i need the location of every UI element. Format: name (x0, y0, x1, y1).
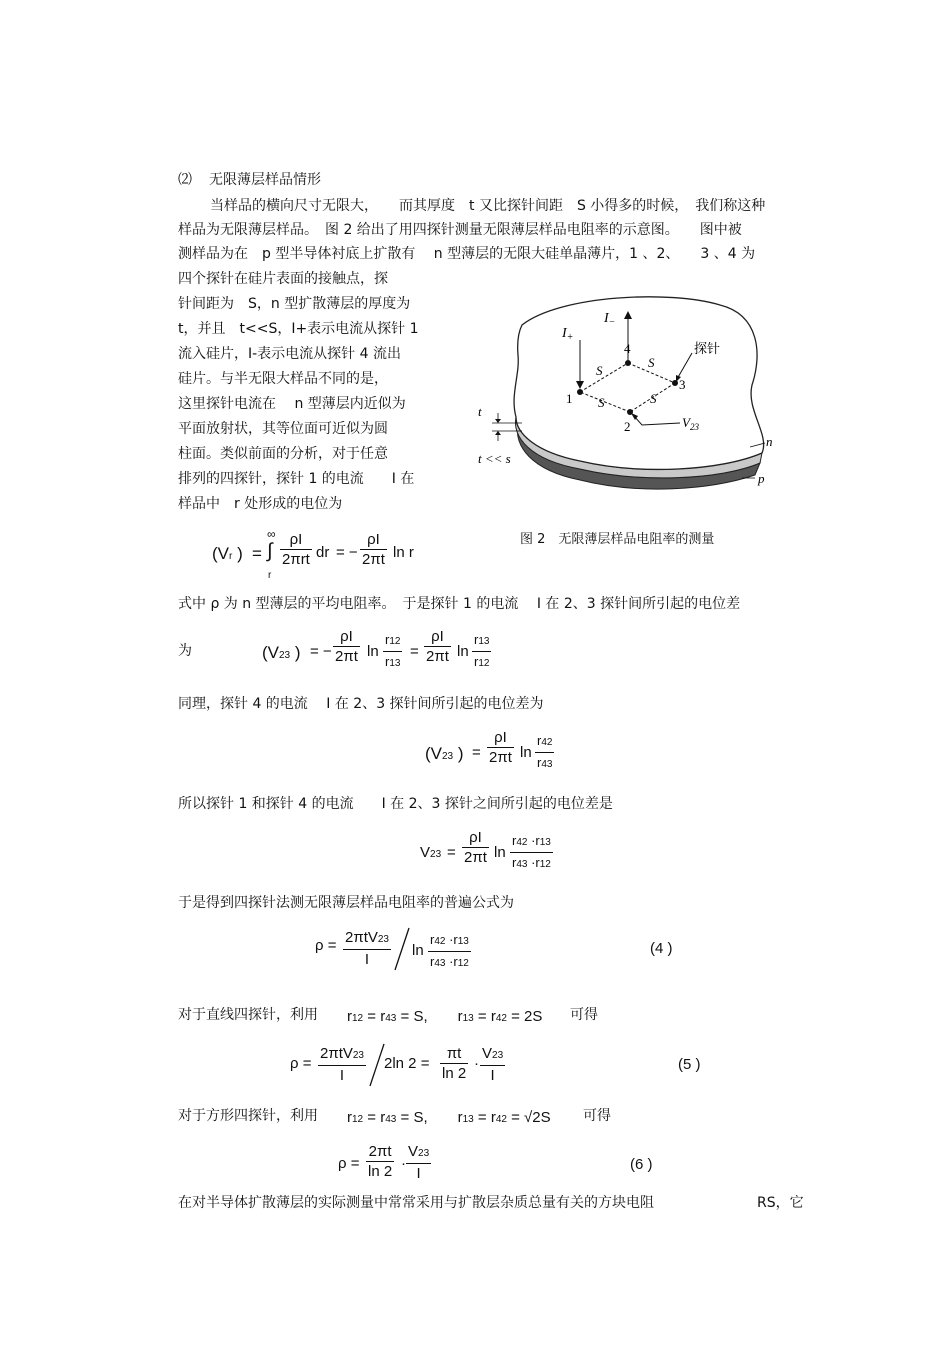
label-probe-4: 4 (624, 341, 631, 356)
paragraph-line: 针间距为 S，n 型扩散薄层的厚度为 (178, 296, 411, 312)
section-heading: 无限薄层样品情形 (209, 172, 321, 188)
paragraph-line: 在对半导体扩散薄层的实际测量中常常采用与扩散层杂质总量有关的方块电阻 (178, 1195, 654, 1211)
paragraph-line: 样品为无限薄层样品。 图 2 给出了用四探针测量无限薄层样品电阻率的示意图。 图中被 (178, 222, 742, 238)
figure-caption: 图 2 无限薄层样品电阻率的测量 (520, 532, 715, 547)
paragraph-line: t，并且 t<<S，I+表示电流从探针 1 (178, 321, 419, 337)
figure-2-diagram (470, 285, 790, 515)
paragraph-line: 排列的四探针，探针 1 的电流 I 在 (178, 471, 415, 487)
paragraph-line: 所以探针 1 和探针 4 的电流 I 在 2、3 探针之间所引起的电位差是 (178, 796, 613, 812)
condition-square: r12 = r43 = S, r13 = r42 = √2S (347, 1109, 551, 1126)
equation-number: (5 ) (678, 1056, 701, 1073)
paragraph-line: 可得 (583, 1108, 611, 1124)
paragraph-line: 于是得到四探针法测无限薄层样品电阻率的普遍公式为 (178, 895, 514, 911)
probe-point-1 (577, 389, 583, 395)
paragraph-line: 柱面。类似前面的分析，对于任意 (178, 446, 388, 462)
paragraph-line: 为 (178, 643, 192, 659)
paragraph-line: 平面放射状，其等位面可近似为圆 (178, 421, 388, 437)
label-n: n (766, 434, 773, 449)
paragraph-line: 样品中 r 处形成的电位为 (178, 496, 343, 512)
label-s: S (596, 363, 603, 378)
label-p: p (758, 471, 765, 486)
label-probe-3: 3 (679, 377, 686, 392)
paragraph-line: 式中 ρ 为 n 型薄层的平均电阻率。 于是探针 1 的电流 I 在 2、3 探针间所引起的电位差 (178, 596, 741, 612)
probe-point-4 (625, 360, 631, 366)
label-v23: $V_{23}$ (682, 415, 699, 432)
equation-number: (4 ) (650, 940, 673, 957)
paragraph-line: 当样品的横向尺寸无限大， 而其厚度 t 又比探针间距 S 小得多的时候， 我们称这种 (210, 198, 766, 214)
paragraph-line: 测样品为在 p 型半导体衬底上扩散有 n 型薄层的无限大硅单晶薄片，1 、2、 3 、4 为 (178, 246, 756, 262)
paragraph-line: 对于直线四探针，利用 (178, 1007, 318, 1023)
label-t: t (478, 404, 482, 419)
section-number: ⑵ (178, 172, 192, 188)
paragraph-line: 同理，探针 4 的电流 I 在 2、3 探针间所引起的电位差为 (178, 696, 544, 712)
paragraph-line: 硅片。与半无限大样品不同的是， (178, 371, 388, 387)
label-s: S (650, 391, 657, 406)
paragraph-line: 流入硅片，I-表示电流从探针 4 流出 (178, 346, 401, 362)
label-probe-1: 1 (566, 391, 573, 406)
paragraph-line: 对于方形四探针，利用 (178, 1108, 318, 1124)
label-t-ll-s: t << s (478, 451, 511, 466)
label-probe: 探针 (694, 341, 721, 356)
label-probe-2: 2 (624, 419, 631, 434)
paragraph-line: 四个探针在硅片表面的接触点，探 (178, 271, 388, 287)
equation-number: (6 ) (630, 1156, 653, 1173)
label-s: S (648, 355, 655, 370)
label-i-plus: $I_+$ (562, 326, 574, 343)
label-i-minus: $I_-$ (604, 311, 616, 328)
paragraph-line: RS，它 (757, 1195, 804, 1211)
label-s: S (598, 395, 605, 410)
wafer-top-surface (514, 297, 764, 470)
paragraph-line: 可得 (570, 1007, 598, 1023)
condition-linear: r12 = r43 = S, r13 = r42 = 2S (347, 1008, 543, 1025)
paragraph-line: 这里探针电流在 n 型薄层内近似为 (178, 396, 406, 412)
